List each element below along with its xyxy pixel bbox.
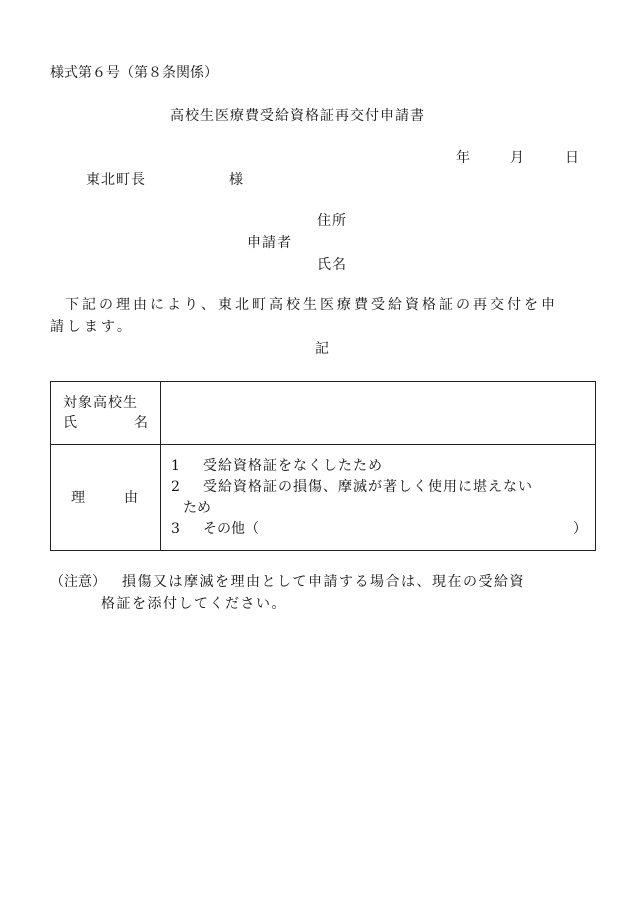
reason-1-text: 受給資格証をなくしたため — [203, 457, 383, 474]
reason-option-3[interactable] — [171, 519, 587, 540]
note-line-2: 格証を添付してください。 — [101, 596, 287, 612]
reason-option-2[interactable] — [171, 477, 587, 498]
note-line-1: 損傷又は摩滅を理由として申請する場合は、現在の受給資 — [122, 574, 525, 590]
reason-option-1[interactable] — [171, 456, 587, 477]
body-line-1: 下記の理由により、東北町高校生医療費受給資格証の再交付を申 — [65, 297, 558, 313]
reason-3-text: その他（ — [203, 520, 259, 537]
reason-3-number: 3 — [171, 520, 180, 537]
reason-label-ri: 理 — [71, 489, 85, 506]
reason-2-text: 受給資格証の損傷、摩滅が著しく使用に堪えない — [203, 478, 533, 495]
note-label: （注意） — [50, 574, 106, 590]
table-row-reason — [51, 445, 596, 551]
reason-2-number: 2 — [171, 478, 180, 495]
reason-2-continuation: ため — [183, 499, 211, 516]
body-line-2: 請します。 — [50, 319, 134, 335]
reason-options-cell — [161, 445, 596, 551]
reason-1-number: 1 — [171, 457, 180, 474]
document-title: 高校生医療費受給資格証再交付申請書 — [170, 108, 425, 124]
date-month: 月 — [510, 150, 524, 166]
student-label-mei: 名 — [134, 415, 148, 431]
table-row-student-name — [51, 382, 596, 445]
form-number: 様式第６号（第８条関係） — [50, 65, 218, 81]
reason-label-yu: 由 — [124, 489, 138, 506]
ki-marker: 記 — [315, 341, 329, 357]
addressee-honorific: 様 — [229, 172, 243, 188]
applicant-role-label: 申請者 — [247, 235, 292, 251]
applicant-name-label: 氏名 — [317, 257, 347, 273]
reason-3-close-paren: ） — [573, 520, 587, 537]
addressee-name: 東北町長 — [86, 172, 146, 188]
student-label-shi: 氏 — [63, 415, 77, 431]
applicant-address-label: 住所 — [317, 213, 347, 229]
application-table — [50, 381, 596, 551]
reason-list — [161, 456, 595, 540]
date-day: 日 — [565, 150, 579, 166]
date-year: 年 — [456, 150, 470, 166]
student-label-line1: 対象高校生 — [63, 395, 138, 411]
reason-label-cell — [51, 445, 161, 551]
student-name-field[interactable] — [161, 382, 596, 445]
student-name-label-cell — [51, 382, 161, 445]
